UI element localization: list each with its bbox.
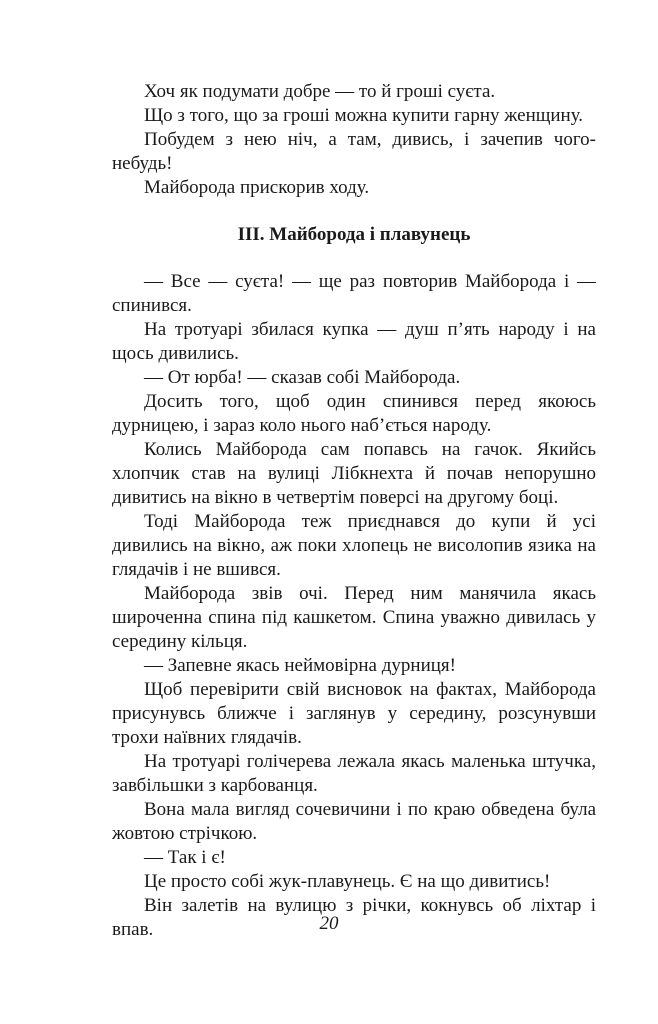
paragraph: Хоч як подумати добре — то й гроші суєта. xyxy=(144,81,496,102)
paragraph: Досить того, щоб один спинився перед якоюсь дурницею, і зараз коло нього наб’ється народу. xyxy=(112,391,596,436)
paragraph: — Запевне якась неймовірна дурниця! xyxy=(144,655,456,676)
page-number: 20 xyxy=(319,913,339,934)
paragraph: Тоді Майборода теж приєднався до купи й усі дивились на вікно, аж поки хлопець не висолопив язика на глядачів і не вшився. xyxy=(112,511,596,580)
paragraph: На тротуарі збилася купка — душ п’ять народу і на щось дивились. xyxy=(112,319,596,364)
page-text xyxy=(112,80,596,942)
paragraph: Він залетів на вулицю з річки, кокнувсь об ліхтар і впав. xyxy=(112,895,596,940)
paragraph: Вона мала вигляд сочевичини і по краю обведена була жовтою стрічкою. xyxy=(112,799,596,844)
paragraph: Щоб перевірити свій висновок на фактах, Майборода присунувсь ближче і заглянув у середину, розсунувши трохи наївних глядачів. xyxy=(112,679,596,748)
paragraph: Що з того, що за гроші можна купити гарну женщину. xyxy=(144,105,584,126)
paragraph: На тротуарі голічерева лежала якась маленька штучка, завбільшки з карбованця. xyxy=(112,751,596,796)
paragraph: — Так і є! xyxy=(144,847,226,868)
paragraph: Це просто собі жук-плавунець. Є на що дивитись! xyxy=(144,871,551,892)
paragraph: Побудем з нею ніч, а там, дивись, і зачепив чого-небудь! xyxy=(112,129,596,174)
chapter-heading: III. Майборода і плавунець xyxy=(237,224,471,245)
paragraph: — От юрба! — сказав собі Майборода. xyxy=(144,367,461,388)
paragraph: Майборода прискорив ходу. xyxy=(144,177,370,198)
paragraph: Майборода звів очі. Перед ним манячила якась широченна спина під кашкетом. Спина уважно дивилась у середину кільця. xyxy=(112,583,596,652)
paragraph: Колись Майборода сам попавсь на гачок. Якийсь хлопчик став на вулиці Лібкнехта й почав непорушно дивитись на вікно в четвертім поверсі на другому боці. xyxy=(112,439,596,508)
paragraph: — Все — суєта! — ще раз повторив Майборода і — спинився. xyxy=(112,271,596,316)
